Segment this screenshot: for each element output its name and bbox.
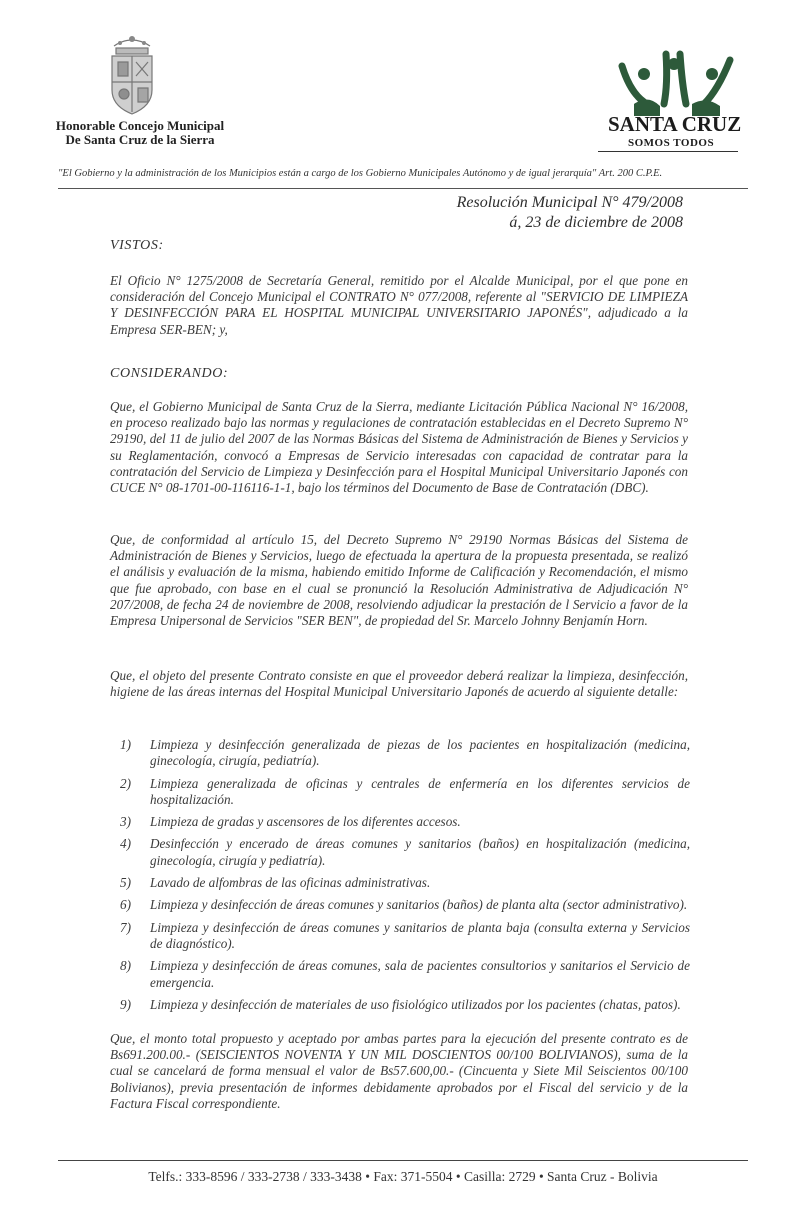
- vistos-heading: VISTOS:: [110, 238, 164, 253]
- list-item: 1) Limpieza y desinfección generalizada de piezas de los pacientes en hospitalización (medicina, ginecología, cirugía, pediatría).: [120, 737, 690, 769]
- constitution-quote: "El Gobierno y la administración de los Municipios están a cargo de los Gobierno Municipales Autónomo y de igual jerarquía" Art. 200 C.P.E.: [58, 168, 663, 179]
- list-item: 7) Limpieza y desinfección de áreas comunes y sanitarios de planta baja (consulta externa y Servicios de diagnóstico).: [120, 919, 690, 951]
- logo-subtitle: SOMOS TODOS: [628, 137, 715, 149]
- vistos-paragraph: El Oficio N° 1275/2008 de Secretaría General, remitido por el Alcalde Municipal, por el que pone en consideración del Concejo Municipal el CONTRATO N° 077/2008, referente al "SERVICIO DE LIMPIEZA Y DESINFECCIÓN PARA EL HOSPITAL MUNICIPAL UNIVERSITARIO JAPONÉS", adjudicado a la Empresa SER-BEN; y,: [110, 273, 688, 337]
- list-item: 5) Lavado de alfombras de las oficinas administrativas.: [120, 875, 431, 891]
- list-item: 9) Limpieza y desinfección de materiales de uso fisiológico utilizados por los pacientes (chatas, patos).: [120, 996, 681, 1012]
- considerando-paragraph-2: Que, de conformidad al artículo 15, del Decreto Supremo N° 29190 Normas Básicas del Sistema de Administración de Bienes y Servicios, luego de efectuada la apertura de la propuesta presentada, se realizó el análisis y evaluación de la misma, habiendo emitido Informe de Calificación y Recomendación, el mismo que fue aprobado, con base en el cual se pronunció la Resolución Administrativa de Adjudicación N° 207/2008, de fecha 24 de noviembre de 2008, resolviendo adjudicar la prestación de l Servicio a favor de la Empresa Unipersonal de Servicios "SER BEN", de propiedad del Sr. Marcelo Johnny Benjamín Horn.: [110, 532, 688, 629]
- list-item: 4) Desinfección y encerado de áreas comunes y sanitarios (baños) en hospitalización (medicina, ginecología, cirugía y pediatría).: [120, 836, 690, 868]
- resolution-number: Resolución Municipal N° 479/2008: [456, 194, 683, 211]
- list-item: 6) Limpieza y desinfección de áreas comunes y sanitarios (baños) de planta alta (sector administrativo).: [120, 897, 688, 913]
- considerando-paragraph-3: Que, el objeto del presente Contrato consiste en que el proveedor deberá realizar la limpieza, desinfección, higiene de las áreas internas del Hospital Municipal Universitario Japonés de acuerdo al siguiente detalle:: [110, 668, 688, 700]
- resolution-date: á, 23 de diciembre de 2008: [509, 214, 683, 231]
- logo-divider: [598, 151, 738, 152]
- header-divider: [58, 188, 748, 189]
- list-item: 3) Limpieza de gradas y ascensores de los diferentes accesos.: [120, 814, 461, 830]
- considerando-paragraph-4: Que, el monto total propuesto y aceptado por ambas partes para la ejecución del presente contrato es de Bs691.200.00.- (SEISCIENTOS NOVENTA Y UN MIL DOSCIENTOS 00/100 BOLIVIANOS), suma de la cual se cancelará de forma mensual el valor de Bs57.600,00.- (Cincuenta y Siete Mil Seiscientos 00/100 Bolivianos), previa presentación de informes debidamente aprobados por el Fiscal del servicio y de la Factura Fiscal correspondiente.: [110, 1031, 688, 1111]
- footer-divider: [58, 1160, 748, 1161]
- logo-title: SANTA CRUZ: [608, 112, 742, 136]
- list-item: 2) Limpieza generalizada de oficinas y centrales de enfermería en los diferentes servicios de hospitalización.: [120, 775, 690, 807]
- list-item: 8) Limpieza y desinfección de áreas comunes, sala de pacientes consultorios y sanitarios el Servicio de emergencia.: [120, 958, 690, 990]
- resolution-heading: [457, 193, 683, 233]
- coat-of-arms-icon: [104, 32, 160, 118]
- council-name: [55, 119, 225, 147]
- council-name-line2: De Santa Cruz de la Sierra: [65, 132, 215, 147]
- considerando-heading: CONSIDERANDO:: [110, 366, 229, 381]
- considerando-paragraph-1: Que, el Gobierno Municipal de Santa Cruz de la Sierra, mediante Licitación Pública Nacional N° 16/2008, en proceso realizado bajo las normas y regulaciones de contratación establecidas en el Decreto Supremo N° 29190, del 11 de julio del 2007 de las Normas Básicas del Sistema de Administración de Bienes y Servicios y su Reglamentación, convocó a Empresas de Servicio interesadas con capacidad de contratar para la contratación del Servicio de Limpieza y Desinfección para el Hospital Municipal Universitario Japonés con CUCE N° 08-1701-00-116116-1-1, bajo los términos del Documento de Base de Contratación (DBC).: [110, 399, 688, 496]
- footer-contact: Telfs.: 333-8596 / 333-2738 / 333-3438 • Fax: 371-5504 • Casilla: 2729 • Santa Cruz - Bolivia: [148, 1169, 658, 1184]
- council-name-line1: Honorable Concejo Municipal: [55, 118, 225, 133]
- service-detail-list: [120, 737, 690, 1019]
